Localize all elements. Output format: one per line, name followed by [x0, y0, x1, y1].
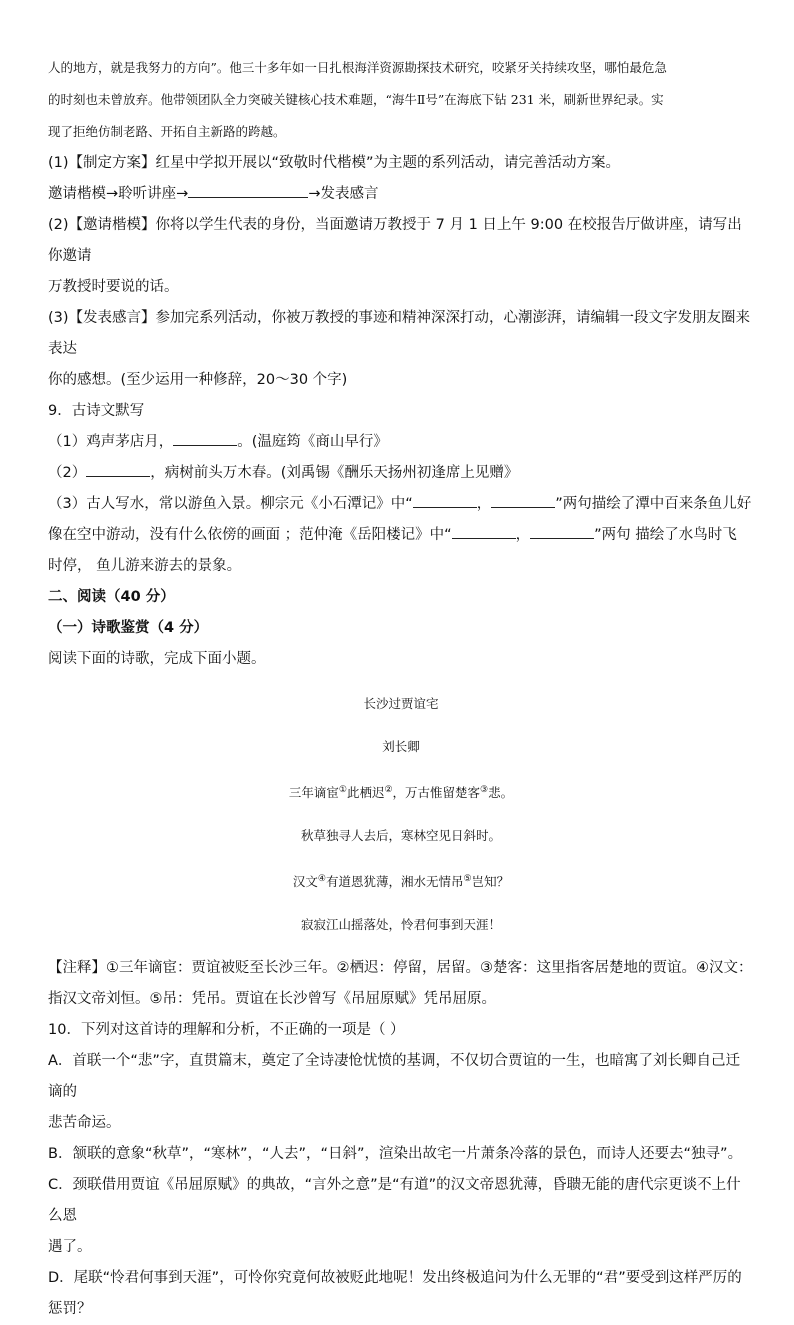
- q8-part3-cont: 你的感想。(至少运用一种修辞，20～30 个字): [48, 372, 348, 388]
- intro-line: 现了拒绝仿制老路、开拓自主新路的跨越。: [48, 124, 286, 139]
- q9-sub2-text: ，病树前头万木春。(刘禹锡《酬乐天扬州初逢席上见赠》: [150, 465, 519, 481]
- poem-text: 有道恩犹薄，湘水无情吊: [325, 873, 464, 889]
- q9-sub3: [48, 489, 754, 520]
- comma: ，: [515, 527, 531, 543]
- q9-sub3-end: 时停， 鱼儿游来游去的景象。: [48, 558, 242, 574]
- q9-sub3-text4: ”两句 描绘了水鸟时飞: [594, 527, 737, 543]
- poem-line-2: 秋草独寻人去后，寒林空见日斜时。: [300, 828, 501, 844]
- poem-text: 汉文: [292, 873, 318, 889]
- q9-sub2: [48, 458, 754, 489]
- q8-flow: [48, 179, 754, 210]
- answer-blank[interactable]: [413, 492, 477, 508]
- poem-author: 刘长卿: [382, 739, 420, 754]
- poem-text: 三年谪宦: [288, 784, 339, 800]
- option-c-cont: 遇了。: [48, 1238, 92, 1255]
- q9-sub3-text3: 像在空中游动，没有什么依傍的画面 ；范仲淹《岳阳楼记》中“: [48, 527, 452, 543]
- answer-blank[interactable]: [530, 523, 594, 539]
- option-c[interactable]: C．颈联借用贾谊《吊屈原赋》的典故，“言外之意”是“有道”的汉文帝恩犹薄，昏聩无能的唐代宗更谈不上什么恩: [48, 1176, 741, 1224]
- q9-sub1-text: （1）鸡声茅店月，: [48, 434, 174, 450]
- notes-line: 【注释】①三年谪宦：贾谊被贬至长沙三年。②栖迟：停留，居留。③楚客：这里指客居楚地的贾谊。④汉文：: [48, 959, 753, 976]
- q9-sub1: [48, 427, 754, 458]
- poem-line-3: [48, 864, 754, 897]
- q8-part1: (1)【制定方案】红星中学拟开展以“致敬时代楷模”为主题的系列活动，请完善活动方案。: [48, 155, 621, 171]
- intro-line: 人的地方，就是我努力的方向”。他三十多年如一日扎根海洋资源勘探技术研究，咬紧牙关持续攻坚，哪怕最危急: [48, 60, 667, 75]
- q9-sub3-cont: [48, 520, 754, 551]
- answer-blank[interactable]: [452, 523, 516, 539]
- option-b[interactable]: B．颔联的意象“秋草”，“寒林”，“人去”，“日斜”，渲染出故宅一片萧条冷落的景色，而诗人还要去“独寻”。: [48, 1145, 743, 1162]
- q10-stem: 10．下列对这首诗的理解和分析，不正确的一项是（ ）: [48, 1021, 405, 1038]
- comma: ，: [476, 496, 492, 512]
- q9-sub2-num: （2）: [48, 465, 87, 481]
- option-a-cont: 悲苦命运。: [48, 1114, 121, 1131]
- poem-title: 长沙过贾谊宅: [363, 695, 439, 711]
- option-d[interactable]: D．尾联“怜君何事到天涯”，可怜你究竟何故被贬此地呢！发出终极追问为什么无罪的“君”要受到这样严厉的惩罚？: [48, 1269, 742, 1317]
- flow-end: →发表感言: [308, 186, 379, 202]
- q9-title: 9．古诗文默写: [48, 403, 145, 419]
- subsection-title: （一）诗歌鉴赏（4 分）: [48, 620, 209, 636]
- poem-text: ，万古惟留楚客: [392, 784, 481, 800]
- note-marker: ②: [384, 784, 393, 795]
- answer-blank[interactable]: [86, 461, 150, 477]
- answer-blank[interactable]: [491, 492, 555, 508]
- poem-text: 悲。: [488, 784, 514, 800]
- q8-part3: (3)【发表感言】参加完系列活动，你被万教授的事迹和精神深深打动，心潮澎湃，请编辑一段文字发朋友圈来表达: [48, 310, 751, 357]
- note-marker: ①: [338, 784, 347, 795]
- section-title: 二、阅读（40 分）: [48, 589, 175, 605]
- answer-blank[interactable]: [173, 430, 237, 446]
- q8-part2-cont: 万教授时要说的话。: [48, 279, 179, 295]
- poem-line-1: [48, 775, 754, 808]
- reading-instruction: 阅读下面的诗歌，完成下面小题。: [48, 651, 266, 667]
- answer-blank[interactable]: [188, 182, 308, 198]
- intro-line: 的时刻也未曾放弃。他带领团队全力突破关键核心技术难题，“海牛Ⅱ号”在海底下钻 231 米，刷新世界纪录。实: [48, 92, 664, 107]
- notes-line: 指汉文帝刘恒。⑤吊：凭吊。贾谊在长沙曾写《吊屈原赋》凭吊屈原。: [48, 990, 496, 1007]
- option-a[interactable]: A．首联一个“悲”字，直贯篇末，奠定了全诗凄怆忧愤的基调，不仅切合贾谊的一生，也暗寓了刘长卿自己迁谪的: [48, 1052, 740, 1100]
- note-marker: ④: [317, 873, 326, 884]
- note-marker: ⑤: [463, 873, 472, 884]
- poem-text: 此栖迟: [346, 784, 385, 800]
- poem-text: 岂知？: [471, 873, 510, 889]
- q8-part2: (2)【邀请楷模】你将以学生代表的身份，当面邀请万教授于 7 月 1 日上午 9:00 在校报告厅做讲座，请写出你邀请: [48, 217, 742, 264]
- q9-sub3-text2: ”两句描绘了潭中百来条鱼儿好: [555, 496, 752, 512]
- flow-start: 邀请楷模→聆听讲座→: [48, 186, 189, 202]
- q9-sub3-text: （3）古人写水，常以游鱼入景。柳宗元《小石潭记》中“: [48, 496, 413, 512]
- document-page: [48, 52, 754, 1325]
- poem-line-4: 寂寂江山摇落处，怜君何事到天涯！: [300, 917, 501, 933]
- q9-sub1-source: 。(温庭筠《商山早行》: [237, 434, 388, 450]
- note-marker: ③: [480, 784, 489, 795]
